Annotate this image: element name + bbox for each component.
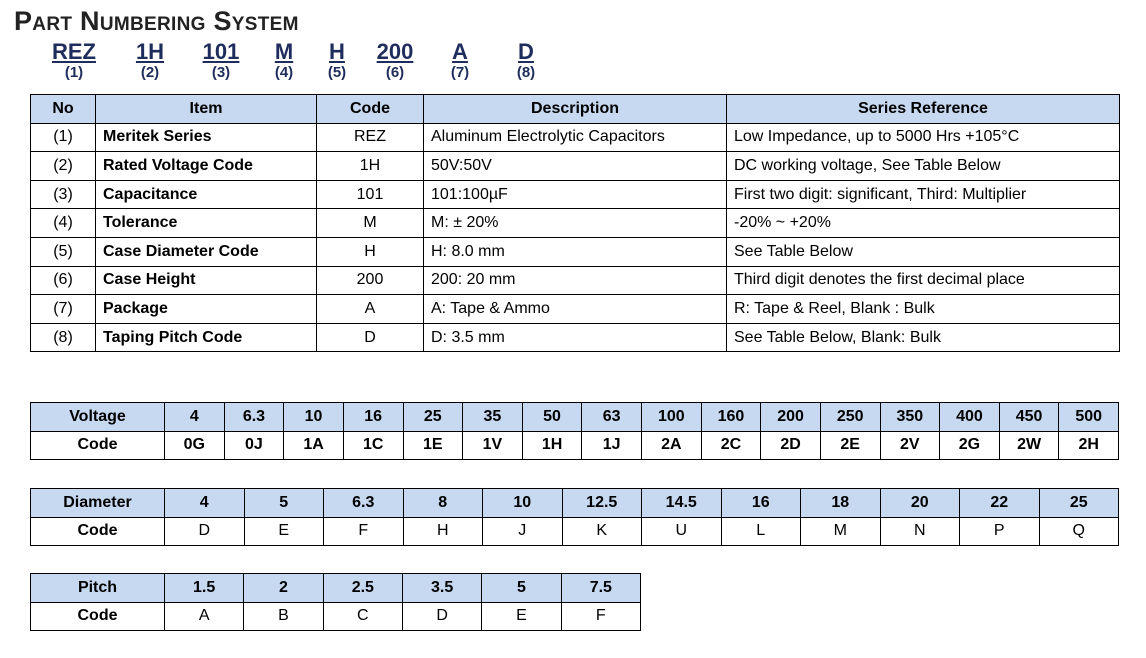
part-number-segment — [44, 40, 104, 82]
cell-series-reference: See Table Below, Blank: Bulk — [727, 323, 1120, 352]
voltage-value: 10 — [284, 403, 344, 432]
voltage-code: 2W — [999, 431, 1059, 460]
voltage-value: 450 — [999, 403, 1059, 432]
pitch-code: B — [244, 602, 323, 631]
pitch-value: 7.5 — [561, 574, 640, 603]
cell-no: (8) — [31, 323, 96, 352]
voltage-code: 0J — [224, 431, 284, 460]
diameter-code: U — [642, 517, 722, 546]
part-number-code: A — [452, 39, 468, 64]
voltage-value: 25 — [403, 403, 463, 432]
part-number-segment — [120, 40, 180, 82]
cell-no: (3) — [31, 180, 96, 209]
voltage-code: 2D — [761, 431, 821, 460]
cell-item: Case Height — [96, 266, 317, 295]
table-row — [31, 295, 1120, 324]
voltage-value: 50 — [522, 403, 582, 432]
cell-series-reference: Low Impedance, up to 5000 Hrs +105°C — [727, 123, 1120, 152]
diameter-header-row — [31, 489, 1119, 518]
part-number-index: (2) — [140, 64, 160, 81]
diameter-code: M — [801, 517, 881, 546]
diameter-value: 8 — [403, 489, 483, 518]
cell-no: (1) — [31, 123, 96, 152]
table-row — [31, 152, 1120, 181]
voltage-value: 6.3 — [224, 403, 284, 432]
voltage-code: 1H — [522, 431, 582, 460]
voltage-code: 2A — [642, 431, 702, 460]
voltage-header-row — [31, 403, 1119, 432]
diameter-value: 25 — [1039, 489, 1119, 518]
pitch-value: 5 — [482, 574, 561, 603]
part-number-code: H — [329, 39, 345, 64]
diameter-code: L — [721, 517, 801, 546]
cell-series-reference: R: Tape & Reel, Blank : Bulk — [727, 295, 1120, 324]
part-number-segment — [254, 40, 314, 82]
diameter-value: 6.3 — [324, 489, 404, 518]
cell-item: Capacitance — [96, 180, 317, 209]
voltage-value: 100 — [642, 403, 702, 432]
diameter-code: F — [324, 517, 404, 546]
diameter-code: K — [562, 517, 642, 546]
column-header-no: No — [31, 95, 96, 124]
cell-no: (6) — [31, 266, 96, 295]
pitch-value: 2.5 — [323, 574, 402, 603]
cell-series-reference: DC working voltage, See Table Below — [727, 152, 1120, 181]
voltage-value: 400 — [940, 403, 1000, 432]
voltage-code: 1A — [284, 431, 344, 460]
pitch-code: A — [165, 602, 244, 631]
cell-description: H: 8.0 mm — [424, 237, 727, 266]
table-row — [31, 237, 1120, 266]
pitch-code: C — [323, 602, 402, 631]
table-row — [31, 209, 1120, 238]
part-number-index: (3) — [211, 64, 231, 81]
cell-description: A: Tape & Ammo — [424, 295, 727, 324]
cell-item: Taping Pitch Code — [96, 323, 317, 352]
cell-code: 200 — [317, 266, 424, 295]
table-row — [31, 123, 1120, 152]
voltage-code: 1V — [463, 431, 523, 460]
voltage-code-label: Code — [31, 431, 165, 460]
cell-no: (7) — [31, 295, 96, 324]
diameter-code-table — [30, 488, 1119, 546]
cell-description: 101:100µF — [424, 180, 727, 209]
diameter-row-label: Diameter — [31, 489, 165, 518]
voltage-code: 2H — [1059, 431, 1119, 460]
pitch-code: D — [402, 602, 481, 631]
cell-no: (4) — [31, 209, 96, 238]
diameter-code: P — [960, 517, 1040, 546]
diameter-code: E — [244, 517, 324, 546]
part-number-code: 200 — [376, 39, 414, 64]
cell-series-reference: -20% ~ +20% — [727, 209, 1120, 238]
diameter-code-label: Code — [31, 517, 165, 546]
diameter-code-row — [31, 517, 1119, 546]
part-number-index: (8) — [516, 64, 536, 81]
diameter-value: 18 — [801, 489, 881, 518]
part-number-index: (7) — [450, 64, 470, 81]
column-header-description: Description — [424, 95, 727, 124]
diameter-value: 14.5 — [642, 489, 722, 518]
voltage-value: 35 — [463, 403, 523, 432]
voltage-value: 350 — [880, 403, 940, 432]
voltage-value: 500 — [1059, 403, 1119, 432]
cell-code: 1H — [317, 152, 424, 181]
part-number-code: M — [274, 39, 294, 64]
part-number-code: D — [518, 39, 534, 64]
part-number-index: (5) — [327, 64, 347, 81]
voltage-value: 4 — [165, 403, 225, 432]
voltage-code-table — [30, 402, 1119, 460]
voltage-code: 0G — [165, 431, 225, 460]
cell-code: REZ — [317, 123, 424, 152]
cell-code: 101 — [317, 180, 424, 209]
part-numbering-table — [30, 94, 1120, 352]
part-number-code: REZ — [52, 39, 96, 64]
cell-item: Rated Voltage Code — [96, 152, 317, 181]
voltage-code: 2C — [701, 431, 761, 460]
voltage-value: 200 — [761, 403, 821, 432]
cell-code: D — [317, 323, 424, 352]
pitch-code-table — [30, 573, 641, 631]
cell-no: (5) — [31, 237, 96, 266]
column-header-code: Code — [317, 95, 424, 124]
voltage-code: 2V — [880, 431, 940, 460]
table-row — [31, 323, 1120, 352]
voltage-value: 63 — [582, 403, 642, 432]
cell-no: (2) — [31, 152, 96, 181]
pitch-code: F — [561, 602, 640, 631]
cell-description: D: 3.5 mm — [424, 323, 727, 352]
diameter-code: J — [483, 517, 563, 546]
pitch-header-row — [31, 574, 641, 603]
page-title: Part Numbering System — [14, 6, 299, 36]
pitch-code-row — [31, 602, 641, 631]
pitch-value: 1.5 — [165, 574, 244, 603]
cell-item: Case Diameter Code — [96, 237, 317, 266]
table-row — [31, 180, 1120, 209]
pitch-value: 2 — [244, 574, 323, 603]
cell-item: Package — [96, 295, 317, 324]
column-header-series-reference: Series Reference — [727, 95, 1120, 124]
table-row — [31, 266, 1120, 295]
pitch-code: E — [482, 602, 561, 631]
part-number-segment — [191, 40, 251, 82]
part-number-segment — [496, 40, 556, 82]
pitch-value: 3.5 — [402, 574, 481, 603]
part-number-index: (6) — [385, 64, 405, 81]
voltage-value: 250 — [820, 403, 880, 432]
column-header-item: Item — [96, 95, 317, 124]
diameter-value: 12.5 — [562, 489, 642, 518]
voltage-code: 1E — [403, 431, 463, 460]
diameter-code: N — [880, 517, 960, 546]
voltage-row-label: Voltage — [31, 403, 165, 432]
voltage-value: 16 — [343, 403, 403, 432]
pitch-code-label: Code — [31, 602, 165, 631]
part-number-code: 1H — [135, 39, 165, 64]
table-header-row — [31, 95, 1120, 124]
diameter-code: H — [403, 517, 483, 546]
part-number-index: (1) — [64, 64, 84, 81]
part-number-segment — [430, 40, 490, 82]
voltage-value: 160 — [701, 403, 761, 432]
part-number-segment — [365, 40, 425, 82]
diameter-value: 10 — [483, 489, 563, 518]
cell-series-reference: See Table Below — [727, 237, 1120, 266]
cell-description: Aluminum Electrolytic Capacitors — [424, 123, 727, 152]
cell-series-reference: First two digit: significant, Third: Multiplier — [727, 180, 1120, 209]
voltage-code-row — [31, 431, 1119, 460]
cell-series-reference: Third digit denotes the first decimal place — [727, 266, 1120, 295]
voltage-code: 2E — [820, 431, 880, 460]
voltage-code: 1J — [582, 431, 642, 460]
diameter-value: 20 — [880, 489, 960, 518]
part-number-segment — [307, 40, 367, 82]
part-number-index: (4) — [274, 64, 294, 81]
cell-code: A — [317, 295, 424, 324]
cell-description: 200: 20 mm — [424, 266, 727, 295]
part-number-code: 101 — [202, 39, 240, 64]
pitch-row-label: Pitch — [31, 574, 165, 603]
voltage-code: 1C — [343, 431, 403, 460]
diameter-code: Q — [1039, 517, 1119, 546]
voltage-code: 2G — [940, 431, 1000, 460]
cell-code: M — [317, 209, 424, 238]
cell-item: Meritek Series — [96, 123, 317, 152]
cell-description: 50V:50V — [424, 152, 727, 181]
cell-description: M: ± 20% — [424, 209, 727, 238]
diameter-value: 22 — [960, 489, 1040, 518]
cell-code: H — [317, 237, 424, 266]
diameter-value: 4 — [165, 489, 245, 518]
diameter-code: D — [165, 517, 245, 546]
cell-item: Tolerance — [96, 209, 317, 238]
diameter-value: 5 — [244, 489, 324, 518]
diameter-value: 16 — [721, 489, 801, 518]
